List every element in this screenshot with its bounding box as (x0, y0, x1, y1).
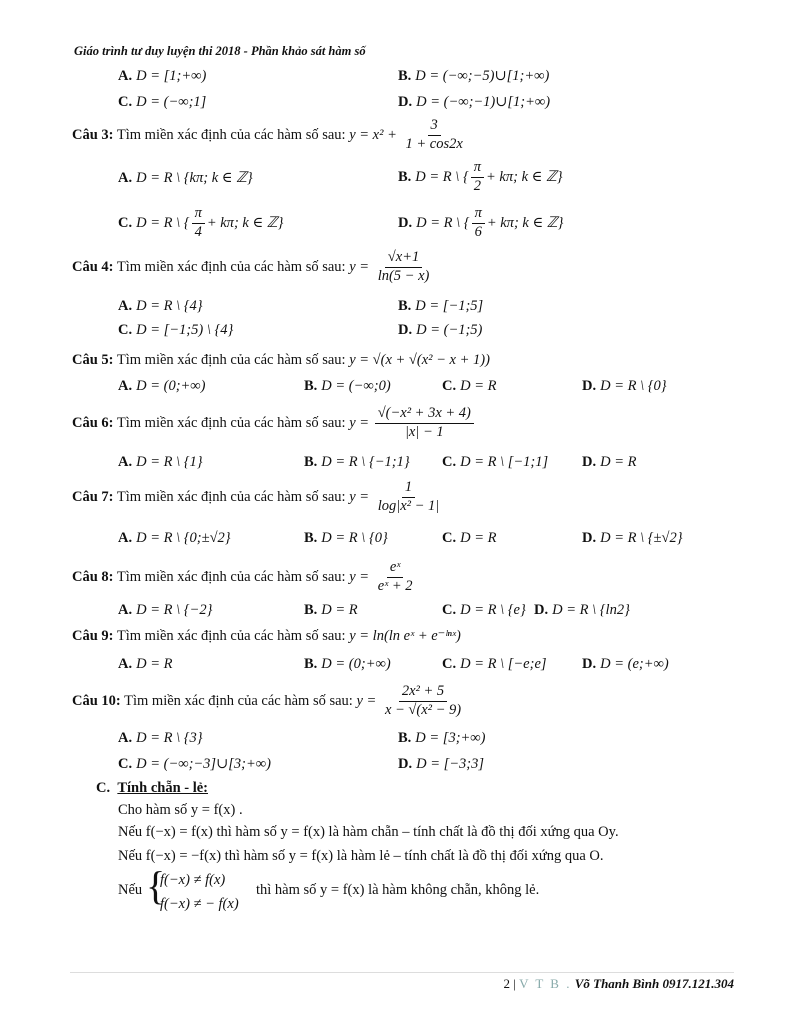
option-q5-c: C. D = R (442, 378, 497, 394)
page-header: Giáo trình tư duy luyện thi 2018 - Phần khảo sát hàm số (74, 44, 366, 58)
question-4: Câu 4: Tìm miền xác định của các hàm số sau: y = $\frac{√x+1}{\ln(5 - x)}$ (72, 249, 430, 284)
option-q3-a: A. D = R \ {kπ; k ∈ ℤ} (118, 170, 253, 186)
option-q7-c: C. D = R (442, 530, 497, 546)
option-q10-b: B. D = [3;+∞) (398, 730, 486, 746)
footer-brand: V T B . (519, 976, 572, 991)
footer-author: Võ Thanh Bình 0917.121.304 (574, 976, 734, 991)
section-line-3: Nếu f(−x) = −f(x) thì hàm số y = f(x) là hàm lẻ – tính chất là đồ thị đối xứng qua O. (118, 848, 604, 864)
question-10: Câu 10: Tìm miền xác định của các hàm số sau: y = $\frac{\text{2x² + 5}}{\text{x − √(x² − 9)}}$ (72, 683, 462, 718)
option-q4-a: A. D = R \ {4} (118, 298, 203, 314)
option-q3-b: B. D = R \ { $\frac{\pi}{2}$ + kπ; k ∈ ℤ} (398, 159, 563, 194)
option-q8-b: B. D = R (304, 602, 358, 618)
option-q3-d: D. D = R \ { $\frac{\pi}{6}$ + kπ; k ∈ ℤ} (398, 205, 564, 240)
option-q2-c: C. D = (−∞;1] (118, 94, 207, 110)
option-q2-d: D. D = (−∞;−1)∪[1;+∞) (398, 94, 551, 110)
option-q4-c: C. D = [−1;5) \ {4} (118, 322, 234, 338)
option-q5-d: D. D = R \ {0} (582, 378, 667, 394)
option-q9-a: A. D = R (118, 656, 173, 672)
option-q6-d: D. D = R (582, 454, 637, 470)
section-line-2: Nếu f(−x) = f(x) thì hàm số y = f(x) là hàm chẵn – tính chất là đồ thị đối xứng qua Oy. (118, 824, 619, 840)
question-7: Câu 7: Tìm miền xác định của các hàm số sau: y = $\frac{1}{\text{log|x² − 1|}}$ (72, 479, 440, 514)
option-q9-d: D. D = (e;+∞) (582, 656, 669, 672)
question-6: Câu 6: Tìm miền xác định của các hàm số sau: y = $\frac{\text{√(−x² + 3x + 4)}}{|x| - 1}$ (72, 406, 476, 441)
option-q10-a: A. D = R \ {3} (118, 730, 203, 746)
option-q4-d: D. D = (−1;5) (398, 322, 483, 338)
question-5: Câu 5: Tìm miền xác định của các hàm số sau: y = √(x + √(x² − x + 1)) (72, 352, 490, 368)
option-q6-a: A. D = R \ {1} (118, 454, 203, 470)
option-q8-d: D. D = R \ {ln2} (534, 602, 630, 618)
section-line-4-prefix: Nếu (118, 882, 143, 898)
condition-2: f(−x) ≠ − f(x) (160, 896, 239, 912)
option-q9-c: C. D = R \ [−e;e] (442, 656, 547, 672)
option-q5-a: A. D = (0;+∞) (118, 378, 206, 394)
page-number: 2 | (503, 976, 516, 991)
option-q4-b: B. D = [−1;5] (398, 298, 484, 314)
option-q7-a: A. D = R \ {0;±√2} (118, 530, 231, 546)
page-footer (504, 976, 734, 992)
section-line-4-suffix: thì hàm số y = f(x) là hàm không chẵn, không lẻ. (256, 882, 540, 898)
question-9: Câu 9: Tìm miền xác định của các hàm số sau: y = ln(ln eˣ + e⁻ˡⁿˣ) (72, 628, 461, 644)
condition-1: f(−x) ≠ f(x) (160, 872, 226, 888)
question-3: Câu 3: Tìm miền xác định của các hàm số sau: y = x² + $\frac{3}{1 + \cos 2x}$ (72, 117, 463, 152)
footer-divider (70, 972, 734, 973)
option-q10-c: C. D = (−∞;−3]∪[3;+∞) (118, 756, 271, 772)
option-q7-d: D. D = R \ {±√2} (582, 530, 683, 546)
question-8: Câu 8: Tìm miền xác định của các hàm số sau: y = $\frac{\text{eˣ}}{\text{eˣ + 2}}$ (72, 559, 413, 594)
section-heading: C. Tính chẵn - lẻ: (96, 780, 208, 796)
option-q8-c: C. D = R \ {e} (442, 602, 526, 618)
option-q6-b: B. D = R \ {−1;1} (304, 454, 410, 470)
option-q5-b: B. D = (−∞;0) (304, 378, 391, 394)
option-q7-b: B. D = R \ {0} (304, 530, 388, 546)
section-line-1: Cho hàm số y = f(x) . (118, 802, 243, 818)
option-q8-a: A. D = R \ {−2} (118, 602, 213, 618)
left-brace: { (146, 863, 166, 908)
option-q6-c: C. D = R \ [−1;1] (442, 454, 549, 470)
option-q2-a: A. D = [1;+∞) (118, 68, 207, 84)
option-q9-b: B. D = (0;+∞) (304, 656, 391, 672)
option-q10-d: D. D = [−3;3] (398, 756, 485, 772)
option-q3-c: C. D = R \ { $\frac{\pi}{4}$ + kπ; k ∈ ℤ} (118, 205, 284, 240)
option-q2-b: B. D = (−∞;−5)∪[1;+∞) (398, 68, 550, 84)
